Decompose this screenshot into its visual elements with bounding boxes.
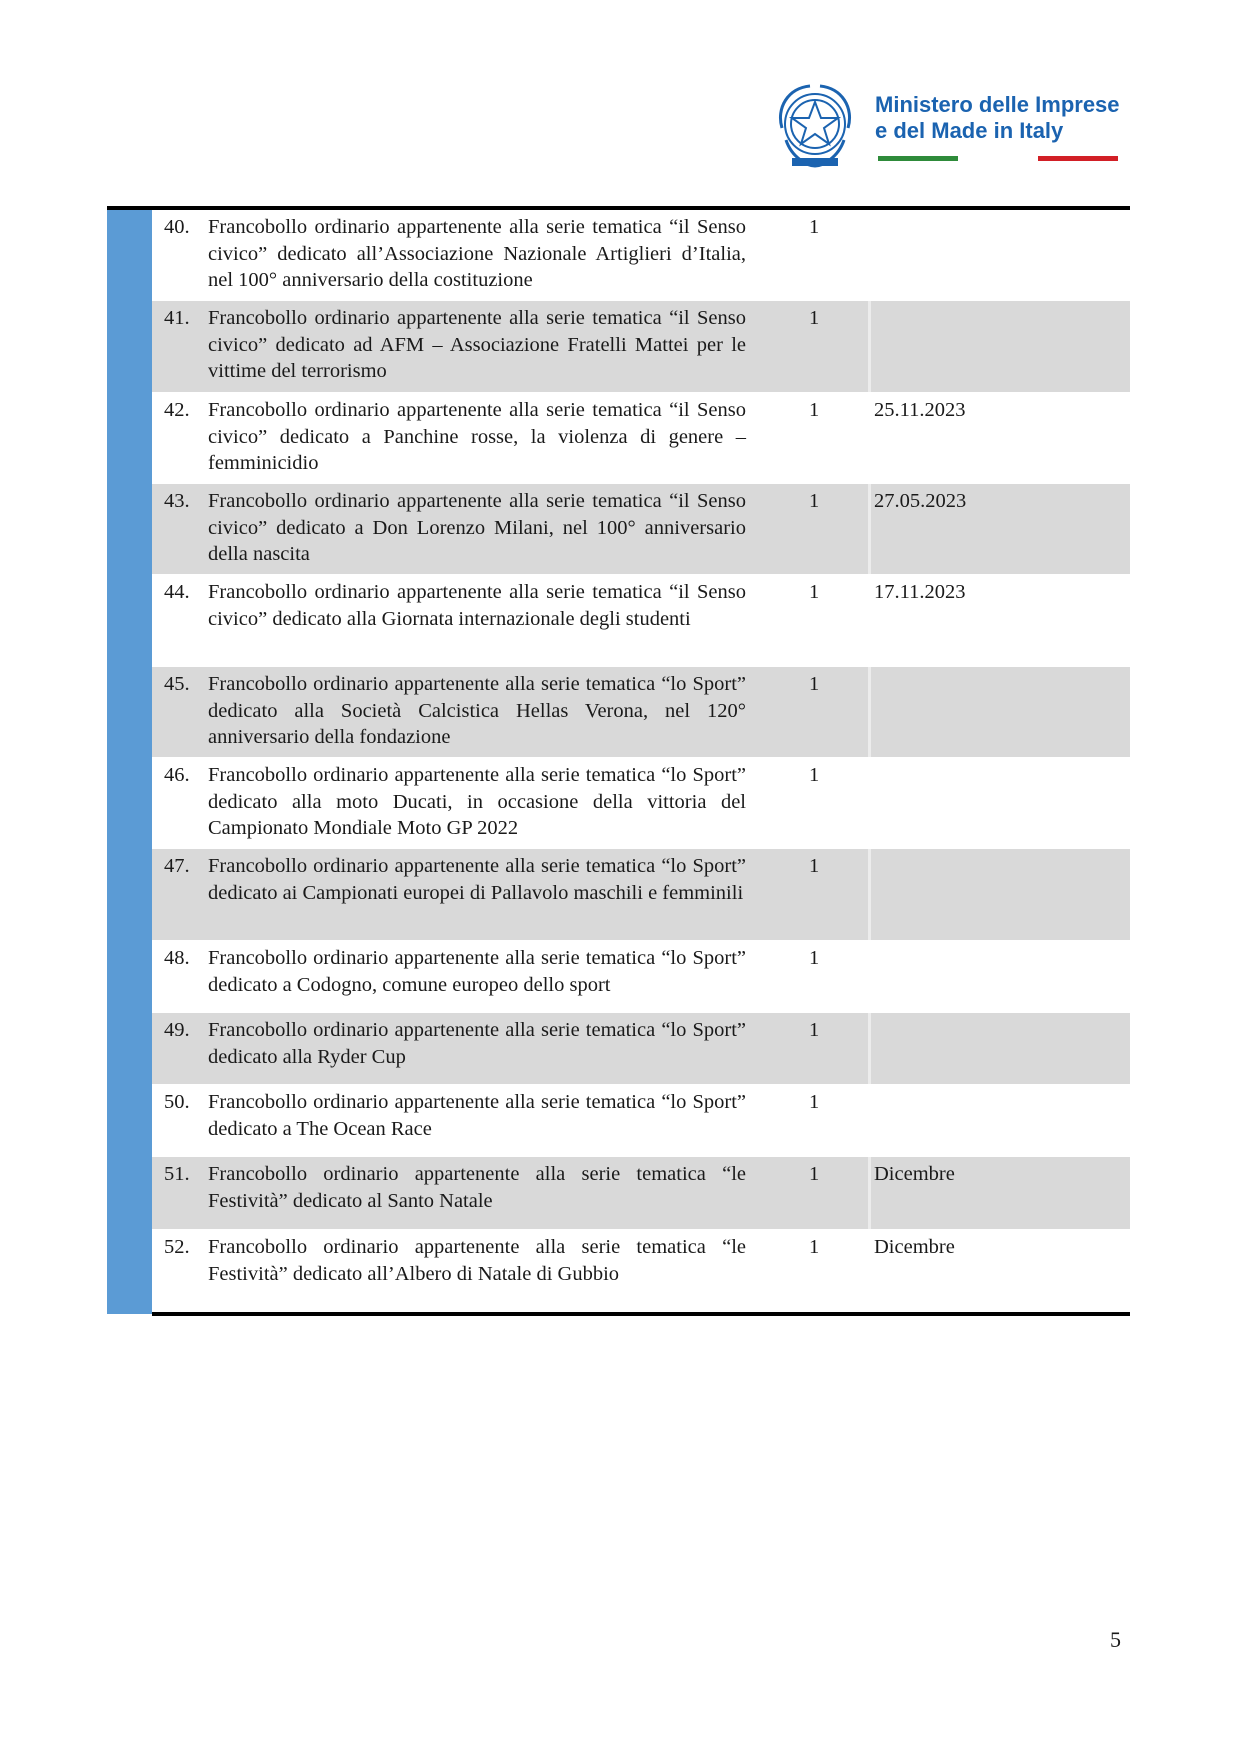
row-date: Dicembre xyxy=(874,1163,955,1185)
row-quantity: 1 xyxy=(809,581,820,603)
table-row xyxy=(152,758,1130,849)
ministry-name-line1: Ministero delle Imprese xyxy=(875,92,1120,117)
flag-red-bar xyxy=(1038,156,1118,161)
row-description: Francobollo ordinario appartenente alla serie tematica “il Senso civico” dedicato a Panchine rosse, la violenza di genere – femminicidio xyxy=(208,399,746,474)
row-number: 48. xyxy=(164,947,190,969)
table-row xyxy=(152,484,1130,575)
table-side-bar xyxy=(107,210,152,1314)
row-quantity: 1 xyxy=(809,1019,820,1041)
row-number: 44. xyxy=(164,581,190,603)
row-description: Francobollo ordinario appartenente alla serie tematica “lo Sport” dedicato alla Ryder Cup xyxy=(208,1019,746,1068)
table-row xyxy=(152,1013,1130,1085)
row-number: 41. xyxy=(164,307,190,329)
row-quantity: 1 xyxy=(809,1236,820,1258)
row-quantity: 1 xyxy=(809,216,820,238)
table-bottom-rule xyxy=(152,1312,1130,1316)
row-date: 27.05.2023 xyxy=(874,490,967,512)
row-quantity: 1 xyxy=(809,490,820,512)
row-quantity: 1 xyxy=(809,307,820,329)
table-row xyxy=(152,667,1130,758)
table-row xyxy=(152,575,1130,667)
row-description: Francobollo ordinario appartenente alla serie tematica “il Senso civico” dedicato all’Associazione Nazionale Artiglieri d’Italia, nel 100° anniversario della costituzione xyxy=(208,216,746,291)
page-number: 5 xyxy=(1110,1627,1121,1652)
row-number: 45. xyxy=(164,673,190,695)
row-quantity: 1 xyxy=(809,1091,820,1113)
row-description: Francobollo ordinario appartenente alla serie tematica “lo Sport” dedicato a The Ocean Race xyxy=(208,1091,746,1140)
italian-republic-emblem-icon xyxy=(770,78,860,174)
table-row xyxy=(152,1230,1130,1302)
row-description: Francobollo ordinario appartenente alla serie tematica “lo Sport” dedicato alla moto Ducati, in occasione della vittoria del Campionato Mondiale Moto GP 2022 xyxy=(208,764,746,839)
row-number: 42. xyxy=(164,399,190,421)
row-quantity: 1 xyxy=(809,673,820,695)
ministry-name-line2: e del Made in Italy xyxy=(875,118,1064,143)
row-description: Francobollo ordinario appartenente alla serie tematica “le Festività” dedicato all’Albero di Natale di Gubbio xyxy=(208,1236,746,1285)
table-row xyxy=(152,210,1130,301)
row-description: Francobollo ordinario appartenente alla serie tematica “lo Sport” dedicato ai Campionati europei di Pallavolo maschili e femminili xyxy=(208,855,746,904)
row-date: Dicembre xyxy=(874,1236,955,1258)
row-date: 25.11.2023 xyxy=(874,399,966,421)
row-quantity: 1 xyxy=(809,399,820,421)
row-number: 43. xyxy=(164,490,190,512)
table-rows xyxy=(152,210,1130,1302)
table-row xyxy=(152,1157,1130,1230)
row-date: 17.11.2023 xyxy=(874,581,966,603)
row-description: Francobollo ordinario appartenente alla serie tematica “il Senso civico” dedicato a Don Lorenzo Milani, nel 100° anniversario della nascita xyxy=(208,490,746,565)
row-number: 47. xyxy=(164,855,190,877)
table-row xyxy=(152,941,1130,1013)
table-row xyxy=(152,301,1130,393)
flag-green-bar xyxy=(878,156,958,161)
table-row xyxy=(152,849,1130,941)
row-quantity: 1 xyxy=(809,855,820,877)
table-row xyxy=(152,393,1130,484)
row-description: Francobollo ordinario appartenente alla serie tematica “le Festività” dedicato al Santo Natale xyxy=(208,1163,746,1212)
ministry-header xyxy=(770,76,1130,176)
row-quantity: 1 xyxy=(809,947,820,969)
row-number: 40. xyxy=(164,216,190,238)
row-number: 51. xyxy=(164,1163,190,1185)
row-number: 46. xyxy=(164,764,190,786)
row-description: Francobollo ordinario appartenente alla serie tematica “il Senso civico” dedicato alla Giornata internazionale degli studenti xyxy=(208,581,746,630)
ministry-name xyxy=(875,92,1120,144)
row-quantity: 1 xyxy=(809,764,820,786)
row-description: Francobollo ordinario appartenente alla serie tematica “lo Sport” dedicato a Codogno, comune europeo dello sport xyxy=(208,947,746,996)
row-description: Francobollo ordinario appartenente alla serie tematica “il Senso civico” dedicato ad AFM – Associazione Fratelli Mattei per le vittime del terrorismo xyxy=(208,307,746,382)
row-number: 50. xyxy=(164,1091,190,1113)
row-quantity: 1 xyxy=(809,1163,820,1185)
row-number: 52. xyxy=(164,1236,190,1258)
table-row xyxy=(152,1085,1130,1157)
row-description: Francobollo ordinario appartenente alla serie tematica “lo Sport” dedicato alla Società Calcistica Hellas Verona, nel 120° anniversario della fondazione xyxy=(208,673,746,748)
row-number: 49. xyxy=(164,1019,190,1041)
